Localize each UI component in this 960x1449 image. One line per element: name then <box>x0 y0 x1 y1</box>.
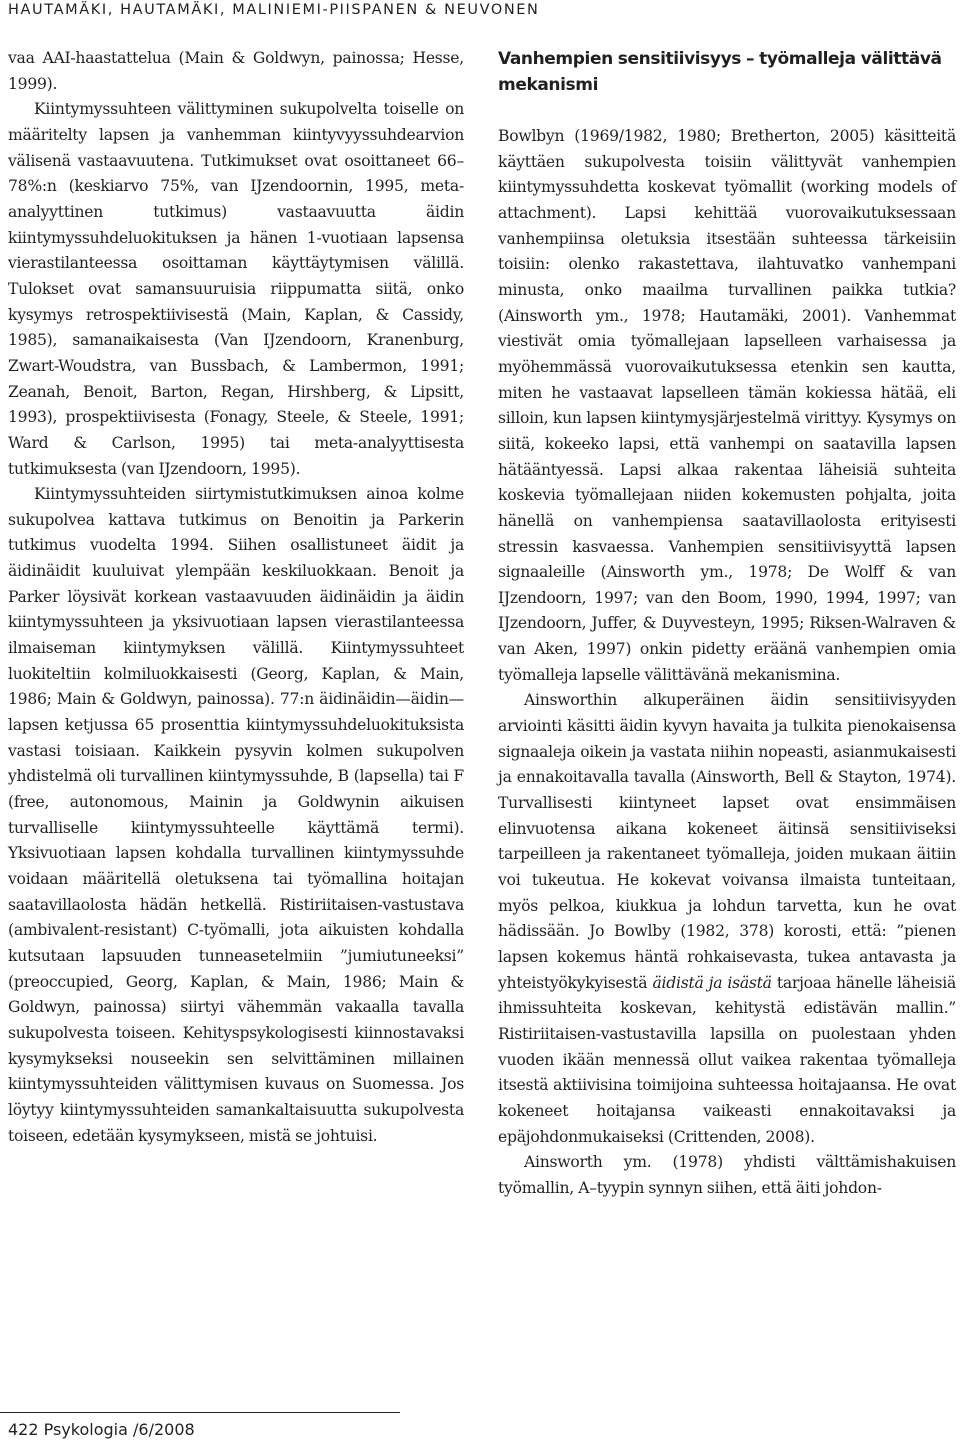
body-paragraph: Ainsworth ym. (1978) yhdisti välttämishakuisen työmallin, A–tyypin synnyn siihen, että äiti johdon- <box>498 1153 956 1197</box>
left-column <box>8 46 464 1149</box>
body-paragraph: Bowlbyn (1969/1982, 1980; Bretherton, 2005) käsitteitä käyttäen sukupolvesta toisiin välittyvät vanhempien kiintymyssuhdetta koskevat työmallit (working models of attachment). Lapsi kehittää vuorovaikutuksessaan vanhempiinsa oletuksia itsestään suhteessa tärkeisiin toisiin: olenko rakastettava, ilahtuvatko vanhempani minusta, onko maailma turvallinen paikka tutkia? (Ainsworth ym., 1978; Hautamäki, 2001). Vanhemmat viestivät omia työmallejaan lapselleen varhaisessa ja myöhemmässä vuorovaikutuksessa etenkin sen kautta, miten he vastaavat lapselleen tämän kokiessa hätää, eli silloin, kun lapsen kiintymysjärjestelmä virittyy. Kysymys on siitä, kokeeko lapsi, että vanhempi on saatavilla lapsen hätääntyessä. Lapsi alkaa rakentaa läheisiä suhteita koskevia työmallejaan niiden kokemusten pohjalta, joita hänellä on vanhempiensa saatavillaolosta erityisesti stressin kasvaessa. Vanhempien sensitiivisyyttä lapsen signaaleille (Ainsworth ym., 1978; De Wolff & van IJzendoorn, 1997; van den Boom, 1990, 1994, 1997; van IJzendoorn, Juffer, & Duyvesteyn, 1995; Riksen-Walraven & van Aken, 1997) onkin pidetty eräänä vanhempien omia työmalleja lapselle välittävänä mekanismina. <box>498 127 956 684</box>
footer-divider <box>0 1412 400 1413</box>
paragraph-text: tarjoaa hänelle läheisiä ihmissuhteita koskevan, kehitystä edistävän mallin.” Ristiriitaisen-vastustavilla lapsilla on puolestaan yhden vuoden ikään mennessä ollut vaikea rakentaa työmalleja itsestä aktiivisina toimijoina suhteessa hoitajaansa. He ovat kokeneet hoitajansa vaikeasti ennakoitavaksi ja epäjohdonmukaiseksi (Crittenden, 2008). <box>498 973 956 1146</box>
body-paragraph <box>498 688 956 1150</box>
running-header: HAUTAMÄKI, HAUTAMÄKI, MALINIEMI-PIISPANEN & NEUVONEN <box>8 2 540 18</box>
body-paragraph: Kiintymyssuhteiden siirtymistutkimuksen ainoa kolme sukupolvea kattava tutkimus on Benoitin ja Parkerin tutkimus vuodelta 1994. Siihen osallistuneet äidit ja äidinäidit kuuluivat ylempään keskiluokkaan. Benoit ja Parker löysivät korkean vastaavuuden äidinäidin ja äidin kiintymyssuhteen ja yksivuotiaan lapsen vierastilanteessa ilmaiseman kiintymyksen välillä. Kiintymyssuhteet luokiteltiin kolmiluokkaisesti (Georg, Kaplan, & Main, 1986; Main & Goldwyn, painossa). 77:n äidinäidin—äidin—lapsen ketjussa 65 prosenttia kiintymyssuhdeluokituksista vastasi toisiaan. Kaikkein pysyvin kolmen sukupolven yhdistelmä oli turvallinen kiintymyssuhde, B (lapsella) tai F (free, autonomous, Mainin ja Goldwynin aikuisen turvalliselle kiintymyssuhteelle käyttämä termi). Yksivuotiaan lapsen kohdalla turvallinen kiintymyssuhde voidaan määritellä oletuksena tai työmallina hoitajan saatavillaolosta hädän hetkellä. Ristiriitaisen-vastustava (ambivalent-resistant) C-työmalli, jota aikuisten kohdalla kutsutaan lapsuuden tunneasetelmiin ”jumiutuneeksi” (preoccupied, Georg, Kaplan, & Main, 1986; Main & Goldwyn, painossa) siirtyi vähemmän vakaalla tavalla sukupolvesta toiseen. Kehityspsykologisesti kiinnostavaksi kysymykseksi nouseekin sen selvittäminen millainen kiintymyssuhteiden välittymisen kuvaus on Suomessa. Jos löytyy kiintymyssuhteiden samankaltaisuutta sukupolvesta toiseen, edetään kysymykseen, mistä se johtuisi. <box>8 485 464 1145</box>
body-paragraph: Kiintymyssuhteen välittyminen sukupolvelta toiselle on määritelty lapsen ja vanhemman kiintyvyyssuhdearvion välisenä vastaavuutena. Tutkimukset ovat osoittaneet 66–78%:n (keskiarvo 75%, van IJzendoornin, 1995, meta-analyyttinen tutkimus) vastaavuutta äidin kiintymyssuhdeluokituksen ja hänen 1-vuotiaan lapsensa vierastilanteessa osoittaman käyttäytymisen välillä. Tulokset ovat samansuuruisia riippumatta siitä, onko kysymys retrospektiivisestä (Main, Kaplan, & Cassidy, 1985), samanaikaisesta (Van IJzendoorn, Kranenburg, Zwart-Woudstra, van Bussbach, & Lambermon, 1991; Zeanah, Benoit, Barton, Regan, Hirshberg, & Lipsitt, 1993), prospektiivisesta (Fonagy, Steele, & Steele, 1991; Ward & Carlson, 1995) tai meta-analyyttisesta tutkimuksesta (van IJzendoorn, 1995). <box>8 100 464 478</box>
section-heading: Vanhempien sensitiivisyys – työmalleja välittävä mekanismi <box>498 49 942 95</box>
right-column <box>498 46 956 1202</box>
body-paragraph: vaa AAI-haastattelua (Main & Goldwyn, painossa; Hesse, 1999). <box>8 49 464 93</box>
emphasis-text: äidistä ja isästä <box>652 973 772 992</box>
page-footer: 422 Psykologia /6/2008 <box>8 1420 195 1439</box>
paragraph-text: Ainsworthin alkuperäinen äidin sensitiivisyyden arviointi käsitti äidin kyvyn havaita ja tulkita pienokaisensa signaaleja oikein ja vastata niihin nopeasti, asianmukaisesti ja ennakoitavalla tavalla (Ainsworth, Bell & Stayton, 1974). Turvallisesti kiintyneet lapset ovat ensimmäisen elinvuotensa aikana kokeneet äitinsä sensitiiviseksi tarpeilleen ja rakentaneet työmalleja, joiden mukaan äitiin voi tukeutua. He kokevat voivansa ilmaista tunteitaan, myös pelkoa, kiukkua ja lohdun tarvetta, kun he ovat hädissään. Jo Bowlby (1982, 378) korosti, että: ”pienen lapsen kokemus häntä rohkaisevasta, tukea antavasta ja yhteistyökykyisestä <box>498 691 956 992</box>
